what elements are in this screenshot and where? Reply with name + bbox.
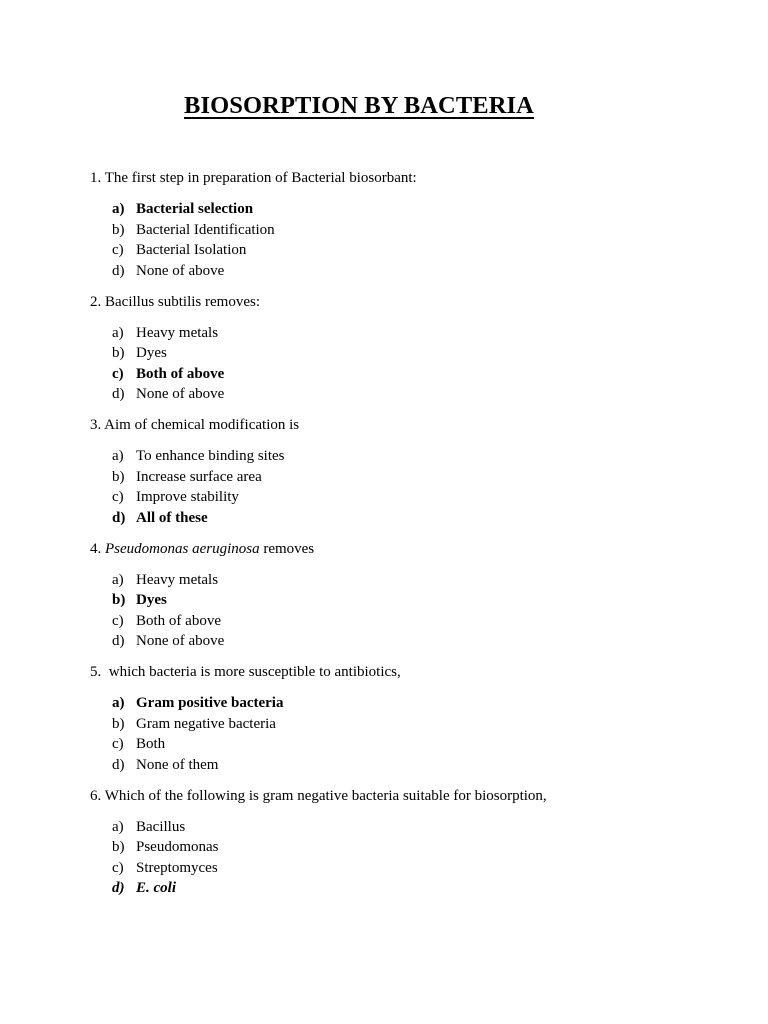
option-letter: d) xyxy=(112,386,125,402)
option-letter: b) xyxy=(112,221,125,238)
option-text: Both of above xyxy=(136,365,225,382)
question-text: 6. Which of the following is gram negative bacteria suitable for biosorption, xyxy=(90,787,547,804)
option-text: Bacillus xyxy=(136,818,186,835)
option-text: All of these xyxy=(136,509,208,526)
question-text: 3. Aim of chemical modification is xyxy=(90,417,300,433)
option-text: Gram negative bacteria xyxy=(136,715,276,732)
option-d xyxy=(90,755,730,776)
question-5 xyxy=(90,662,730,775)
question-text xyxy=(90,539,730,560)
option-d-correct xyxy=(90,508,730,529)
option-letter: c) xyxy=(112,859,124,876)
question-list xyxy=(90,168,730,909)
question-text: 1. The first step in preparation of Bacterial biosorbant: xyxy=(90,170,417,186)
option-text: Both xyxy=(136,736,166,752)
option-text: None of above xyxy=(136,386,225,402)
question-1 xyxy=(90,168,730,281)
option-b-correct xyxy=(90,590,730,611)
question-3 xyxy=(90,415,730,528)
options-list xyxy=(90,570,730,652)
option-c xyxy=(90,734,730,755)
option-letter: c) xyxy=(112,736,124,752)
option-letter: a) xyxy=(112,695,125,711)
option-letter: b) xyxy=(112,839,125,855)
option-d xyxy=(90,384,730,405)
option-letter: a) xyxy=(112,201,125,217)
option-text: Both of above xyxy=(136,612,221,629)
option-a xyxy=(90,323,730,344)
option-c xyxy=(90,611,730,632)
option-text: Gram positive bacteria xyxy=(136,695,284,711)
option-text: None of them xyxy=(136,756,219,773)
option-letter: d) xyxy=(112,509,126,526)
question-text: 2. Bacillus subtilis removes: xyxy=(90,293,260,310)
options-list xyxy=(90,817,730,899)
option-letter: b) xyxy=(112,592,126,608)
option-a xyxy=(90,570,730,591)
option-letter: a) xyxy=(112,324,124,341)
option-letter: b) xyxy=(112,468,125,485)
option-letter: a) xyxy=(112,571,124,588)
option-text: Bacterial selection xyxy=(136,201,254,217)
question-2 xyxy=(90,292,730,405)
option-text: Dyes xyxy=(136,592,167,608)
option-text: Bacterial Identification xyxy=(136,221,275,238)
option-b xyxy=(90,220,730,241)
option-text: None of above xyxy=(136,633,225,649)
option-text: None of above xyxy=(136,262,225,279)
option-letter: d) xyxy=(112,880,125,896)
options-list xyxy=(90,446,730,528)
option-letter: d) xyxy=(112,262,125,279)
question-number: 4. xyxy=(90,540,102,557)
option-letter: c) xyxy=(112,489,124,505)
option-letter: a) xyxy=(112,448,124,464)
option-c xyxy=(90,858,730,879)
option-letter: d) xyxy=(112,756,125,773)
option-d xyxy=(90,261,730,282)
option-text: Heavy metals xyxy=(136,571,219,588)
option-c xyxy=(90,240,730,261)
option-b xyxy=(90,837,730,858)
organism-name: Pseudomonas aeruginosa xyxy=(105,540,260,557)
option-letter: a) xyxy=(112,818,124,835)
option-text: To enhance binding sites xyxy=(136,448,285,464)
option-letter: c) xyxy=(112,365,124,382)
page-title: BIOSORPTION BY BACTERIA xyxy=(184,92,534,119)
options-list xyxy=(90,199,730,281)
option-b xyxy=(90,467,730,488)
option-letter: d) xyxy=(112,633,125,649)
option-letter: c) xyxy=(112,612,124,629)
option-c-correct xyxy=(90,364,730,385)
option-a-correct xyxy=(90,693,730,714)
question-4 xyxy=(90,539,730,652)
option-letter: c) xyxy=(112,242,124,258)
option-letter: b) xyxy=(112,345,125,361)
question-text: 5. which bacteria is more susceptible to antibiotics, xyxy=(90,664,401,680)
option-letter: b) xyxy=(112,715,125,732)
option-text: Streptomyces xyxy=(136,859,218,876)
option-b xyxy=(90,343,730,364)
option-text: Increase surface area xyxy=(136,468,262,485)
option-text: Heavy metals xyxy=(136,324,219,341)
option-a xyxy=(90,817,730,838)
options-list xyxy=(90,323,730,405)
option-d xyxy=(90,631,730,652)
question-rest: removes xyxy=(263,540,315,557)
option-text: E. coli xyxy=(136,880,176,896)
options-list xyxy=(90,693,730,775)
option-text: Bacterial Isolation xyxy=(136,242,247,258)
question-6 xyxy=(90,786,730,899)
option-a xyxy=(90,446,730,467)
option-d-correct xyxy=(90,878,730,899)
option-text: Improve stability xyxy=(136,489,239,505)
option-a-correct xyxy=(90,199,730,220)
option-c xyxy=(90,487,730,508)
option-text: Pseudomonas xyxy=(136,839,219,855)
option-b xyxy=(90,714,730,735)
option-text: Dyes xyxy=(136,345,167,361)
